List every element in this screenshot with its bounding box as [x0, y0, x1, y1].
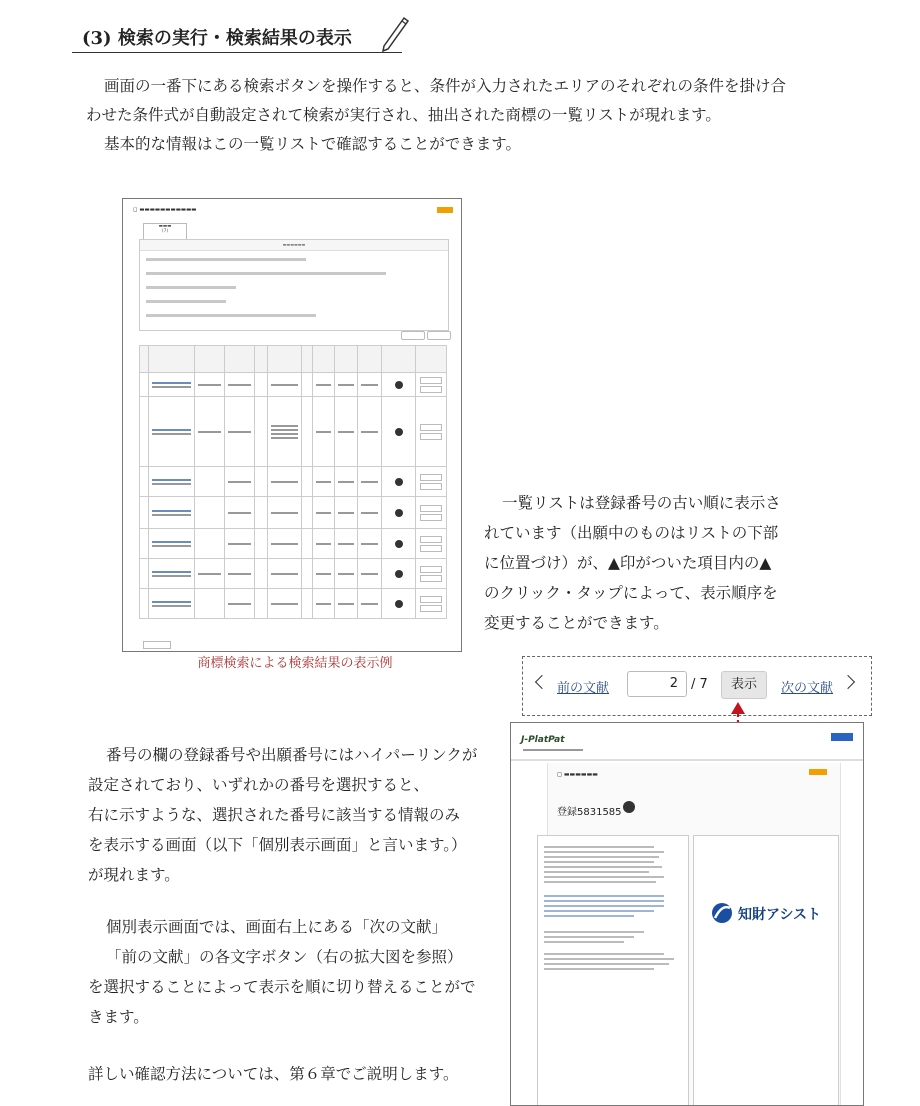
registration-number: 登録5831585	[557, 807, 622, 818]
sort-explanation	[484, 488, 814, 638]
para-line: きます。	[88, 1008, 149, 1026]
status-stamp	[623, 801, 635, 813]
badge	[809, 769, 827, 775]
para-line: を選択することによって表示を順に切り替えることがで	[88, 978, 476, 996]
intro-line: 画面の一番下にある検索ボタンを操作すると、条件が入力されたエリアのそれぞれの条件を掛け合	[104, 77, 787, 95]
site-logo: J-PlatPat	[521, 735, 565, 745]
output-button	[427, 331, 451, 340]
filter-panel: ▬▬▬▬▬▬	[139, 239, 449, 331]
chevron-left-icon[interactable]	[535, 675, 549, 689]
brand-mark-icon	[710, 900, 830, 926]
intro-line: 基本的な情報はこの一覧リストで確認することができます。	[104, 135, 521, 153]
para-line: を表示する画面（以下「個別表示画面」と言います。）	[88, 836, 467, 854]
hyperlink-paragraph	[88, 740, 508, 890]
section-heading	[72, 18, 402, 53]
page-total: / 7	[691, 677, 708, 692]
para-line: 個別表示画面では、画面右上にある「次の文献」	[106, 918, 448, 936]
pencil-icon	[376, 12, 412, 52]
intro-paragraph	[86, 72, 826, 159]
login-button	[831, 733, 853, 741]
para-line: 設定されており、いずれかの番号を選択すると、	[88, 776, 430, 794]
trademark-image-panel	[693, 835, 839, 1106]
back-button	[143, 641, 171, 649]
chevron-right-icon[interactable]	[841, 675, 855, 689]
result-tab: ▬▬▬ (7)	[143, 223, 187, 240]
bibliographic-panel	[537, 835, 689, 1106]
individual-display-screenshot	[510, 722, 864, 1106]
right-line: 変更することができます。	[484, 614, 669, 632]
list-button	[401, 331, 425, 340]
page-number-input[interactable]: 2	[627, 671, 687, 697]
brand-text: 知財アシスト	[738, 907, 822, 923]
section-title: (3) 検索の実行・検索結果の表示	[82, 28, 352, 49]
next-document-link[interactable]: 次の文献	[781, 681, 834, 696]
para-line: 番号の欄の登録番号や出願番号にはハイパーリンクが	[106, 746, 478, 764]
para-line: 「前の文献」の各文字ボタン（右の拡大図を参照）	[106, 948, 463, 966]
result-table	[139, 345, 447, 619]
para-line: が現れます。	[88, 866, 180, 884]
right-line: のクリック・タップによって、表示順序を	[484, 584, 778, 602]
page-title: ◻ ▬▬▬▬▬▬	[557, 771, 598, 778]
right-line: に位置づけ）が、▲印がついた項目内の▲	[484, 554, 772, 572]
show-button[interactable]: 表示	[721, 671, 767, 699]
navigation-paragraph	[88, 912, 508, 1032]
prev-document-link[interactable]: 前の文献	[557, 681, 610, 696]
right-line: れています（出願中のものはリストの下部	[484, 524, 779, 542]
para-line: 右に示すような、選択された番号に該当する情報のみ	[88, 806, 461, 824]
search-result-screenshot	[122, 198, 462, 652]
figure1-caption: 商標検索による検索結果の表示例	[197, 656, 393, 671]
chapter-reference: 詳しい確認方法については、第６章でご説明します。	[88, 1065, 459, 1083]
right-line: 一覧リストは登録番号の古い順に表示さ	[502, 494, 781, 512]
badge	[437, 207, 453, 213]
intro-line: わせた条件式が自動設定されて検索が実行され、抽出された商標の一覧リストが現れます。	[86, 106, 721, 124]
result-list-title: ◻ ▬▬▬▬▬▬▬▬▬▬▬	[133, 207, 197, 213]
